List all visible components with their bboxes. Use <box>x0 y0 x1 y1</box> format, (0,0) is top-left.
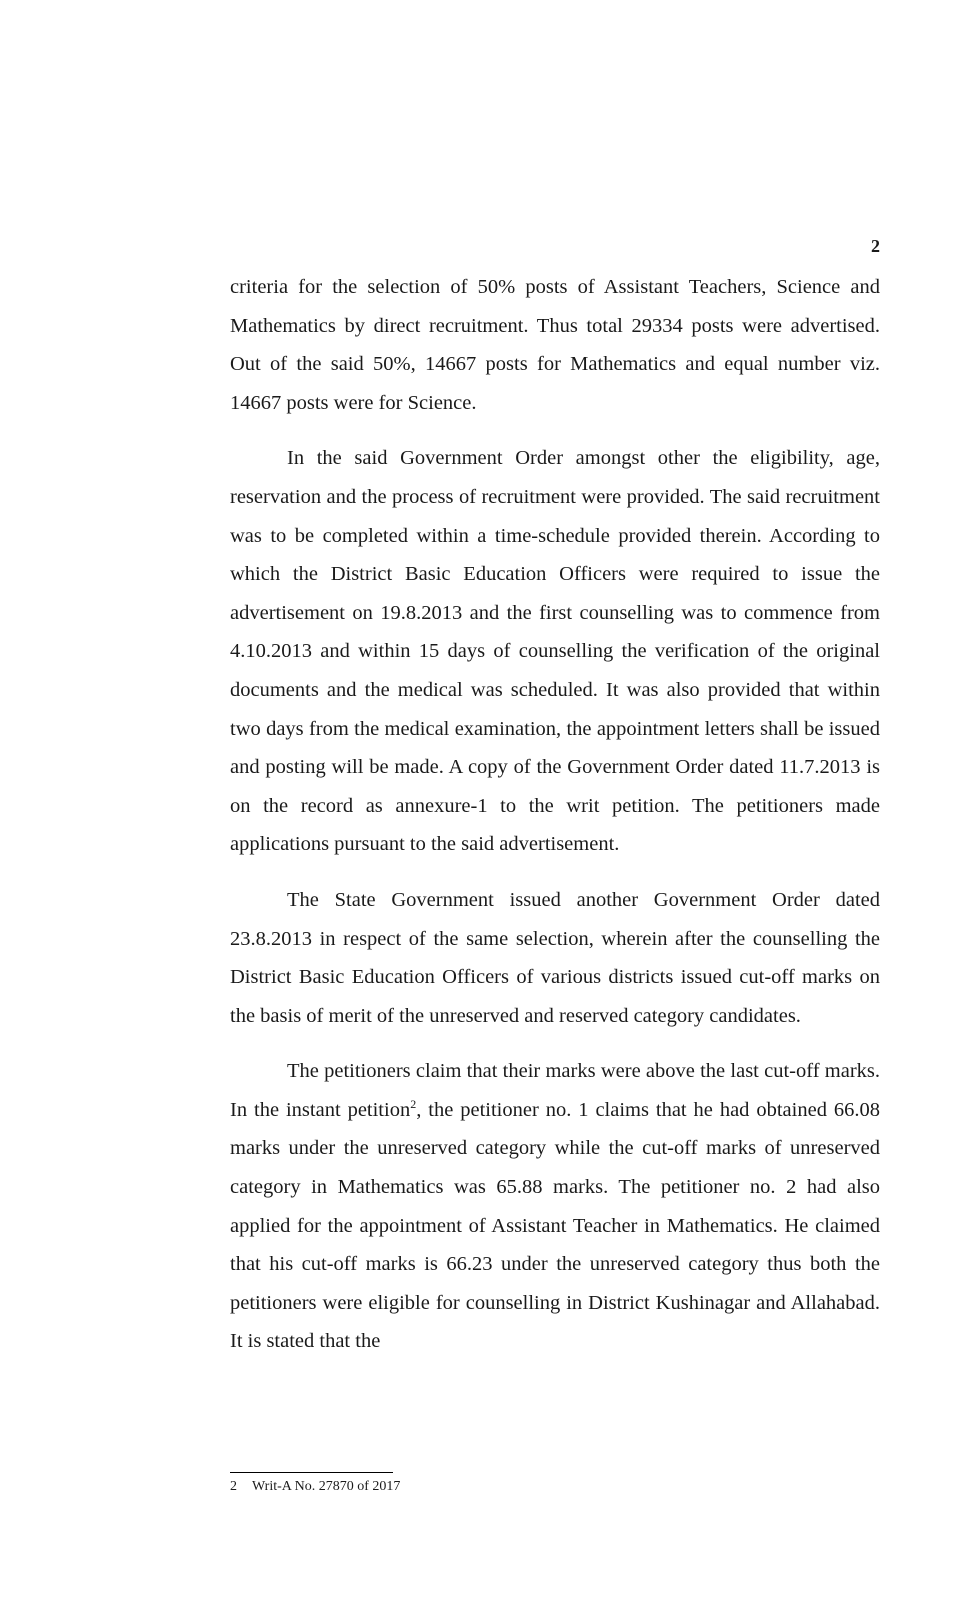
paragraph-government-order: In the said Government Order amongst other the eligibility, age, reservation and the process of recruitment were provided. The said recruitment was to be completed within a time-schedule provided therein. According to which the District Basic Education Officers were required to issue the advertisement on 19.8.2013 and the first counselling was to commence from 4.10.2013 and within 15 days of counselling the verification of the original documents and the medical was scheduled. It was also provided that within two days from the medical examination, the appointment letters shall be issued and posting will be made. A copy of the Government Order dated 11.7.2013 is on the record as annexure-1 to the writ petition. The petitioners made applications pursuant to the said advertisement. <box>230 447 880 856</box>
footnote-reference: 2 <box>410 1097 417 1112</box>
footnote-text: Writ-A No. 27870 of 2017 <box>252 1479 401 1494</box>
footnote <box>230 1477 400 1497</box>
paragraph-petitioners-claim <box>230 1052 880 1361</box>
body-text <box>230 268 880 1378</box>
footnote-divider <box>230 1472 393 1473</box>
paragraph-continuation: criteria for the selection of 50% posts of Assistant Teachers, Science and Mathematics by direct recruitment. Thus total 29334 posts were advertised. Out of the said 50%, 14667 posts for Mathematics and equal number viz. 14667 posts were for Science. <box>230 276 880 414</box>
footnote-number: 2 <box>230 1479 237 1494</box>
paragraph-second-order: The State Government issued another Government Order dated 23.8.2013 in respect of the same selection, wherein after the counselling the District Basic Education Officers of various districts issued cut-off marks on the basis of merit of the unreserved and reserved category candidates. <box>230 888 880 1027</box>
page-number: 2 <box>871 236 880 256</box>
paragraph-text-after-ref: , the petitioner no. 1 claims that he had obtained 66.08 marks under the unreserved category while the cut-off marks of unreserved category in Mathematics was 65.88 marks. The petitioner no. 2 had also applied for the appointment of Assistant Teacher in Mathematics. He claimed that his cut-off marks is 66.23 under the unreserved category thus both the petitioners were eligible for counselling in District Kushinagar and Allahabad. It is stated that the <box>230 1098 880 1353</box>
paragraph-text-before-ref: The petitioners claim that their marks were above the last cut-off marks. In the instant petition <box>230 1060 880 1121</box>
